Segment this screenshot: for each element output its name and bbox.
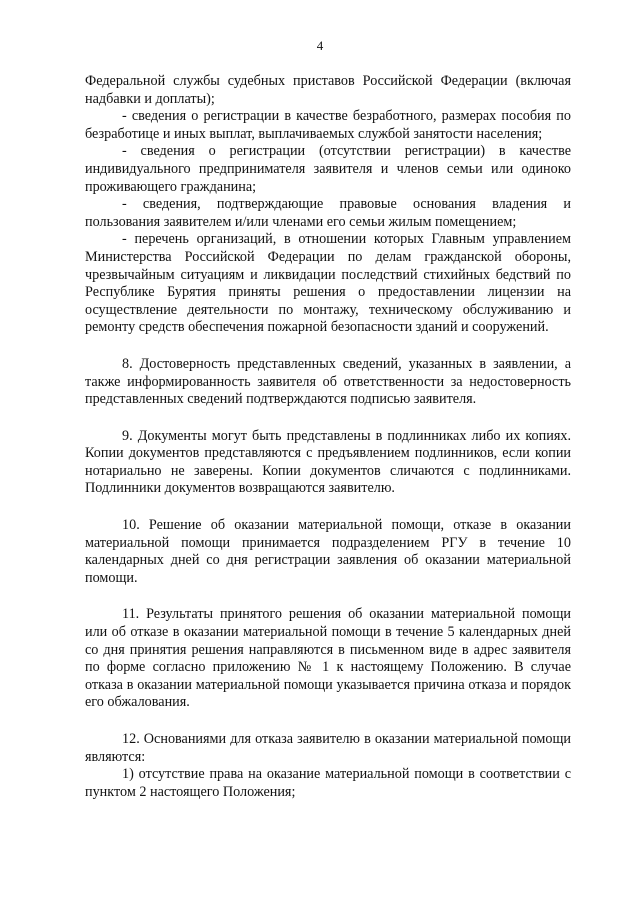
list-item-entrepreneur: - сведения о регистрации (отсутствии регистрации) в качестве индивидуального предпринимателя заявителя и членов семьи или одиноко проживающего гражданина; <box>85 143 571 195</box>
clause-12-item-1: 1) отсутствие права на оказание материальной помощи в соответствии с пунктом 2 настоящего Положения; <box>85 766 571 800</box>
clause-9: 9. Документы могут быть представлены в подлинниках либо их копиях. Копии документов представляются с предъявлением подлинников, если копии нотариально не заверены. Копии документов сличаются с подлинниками. Подлинники документов возвращаются заявителю. <box>85 427 571 497</box>
clause-10: 10. Решение об оказании материальной помощи, отказе в оказании материальной помощи принимается подразделением РГУ в течение 10 календарных дней со дня регистрации заявления об оказании материальной помощи. <box>85 517 571 586</box>
list-item-unemployment: - сведения о регистрации в качестве безработного, размерах пособия по безработице и иных выплат, выплачиваемых службой занятости населения; <box>85 108 571 142</box>
clause-12: 12. Основаниями для отказа заявителю в оказании материальной помощи являются: <box>85 731 571 765</box>
clause-8: 8. Достоверность представленных сведений, указанных в заявлении, а также информированность заявителя об ответственности за недостоверность представленных сведений подтверждаются подписью заявителя. <box>85 355 571 408</box>
paragraph-continuation: Федеральной службы судебных приставов Российской Федерации (включая надбавки и доплаты); <box>85 73 571 107</box>
page-number: 4 <box>316 38 324 53</box>
document-body <box>85 73 571 801</box>
clause-11: 11. Результаты принятого решения об оказании материальной помощи или об отказе в оказании материальной помощи в течение 5 календарных дней со дня принятия решения направляются в письменном виде в адрес заявителя по форме согласно приложению № 1 к настоящему Положению. В случае отказа в оказании материальной помощи указывается причина отказа и порядок его обжалования. <box>85 606 571 711</box>
list-item-organizations: - перечень организаций, в отношении которых Главным управлением Министерства Российской Федерации по делам гражданской обороны, чрезвычайным ситуациям и ликвидации последствий стихийных бедствий по Республике Бурятия приняты решения о предоставлении лицензии на осуществление деятельности по монтажу, техническому обслуживанию и ремонту средств обеспечения пожарной безопасности зданий и сооружений. <box>85 231 571 336</box>
list-item-housing: - сведения, подтверждающие правовые основания владения и пользования заявителем и/или членами его семьи жилым помещением; <box>85 196 571 230</box>
